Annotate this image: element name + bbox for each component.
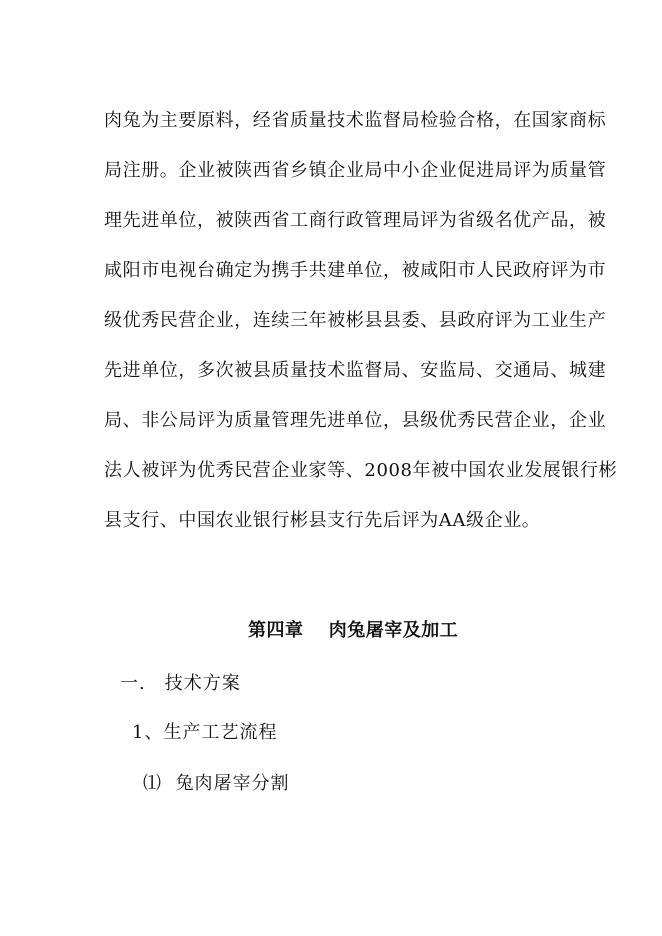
section-heading: 一. 技术方案: [120, 673, 241, 694]
paragraph-line: 肉兔为主要原料，经省质量技术监督局检验合格，在国家商标: [104, 110, 607, 131]
paragraph-line: 咸阳市电视台确定为携手共建单位，被咸阳市人民政府评为市: [104, 260, 607, 281]
subsection-heading: 1、生产工艺流程: [132, 722, 278, 743]
paragraph-line: 级优秀民营企业，连续三年被彬县县委、县政府评为工业生产: [104, 310, 607, 331]
chapter-title: 第四章 肉兔屠宰及加工: [248, 620, 459, 641]
paragraph-line: 县支行、中国农业银行彬县支行先后评为AA级企业。: [104, 510, 541, 531]
paragraph-line: 理先进单位，被陕西省工商行政管理局评为省级名优产品，被: [104, 210, 607, 231]
paragraph-line: 法人被评为优秀民营企业家等、2008年被中国农业发展银行彬: [104, 460, 618, 481]
item-heading: ⑴ 兔肉屠宰分割: [143, 773, 290, 794]
paragraph-line: 局、非公局评为质量管理先进单位，县级优秀民营企业，企业: [104, 410, 607, 431]
paragraph-line: 先进单位，多次被县质量技术监督局、安监局、交通局、城建: [104, 360, 607, 381]
paragraph-line: 局注册。企业被陕西省乡镇企业局中小企业促进局评为质量管: [104, 160, 607, 181]
